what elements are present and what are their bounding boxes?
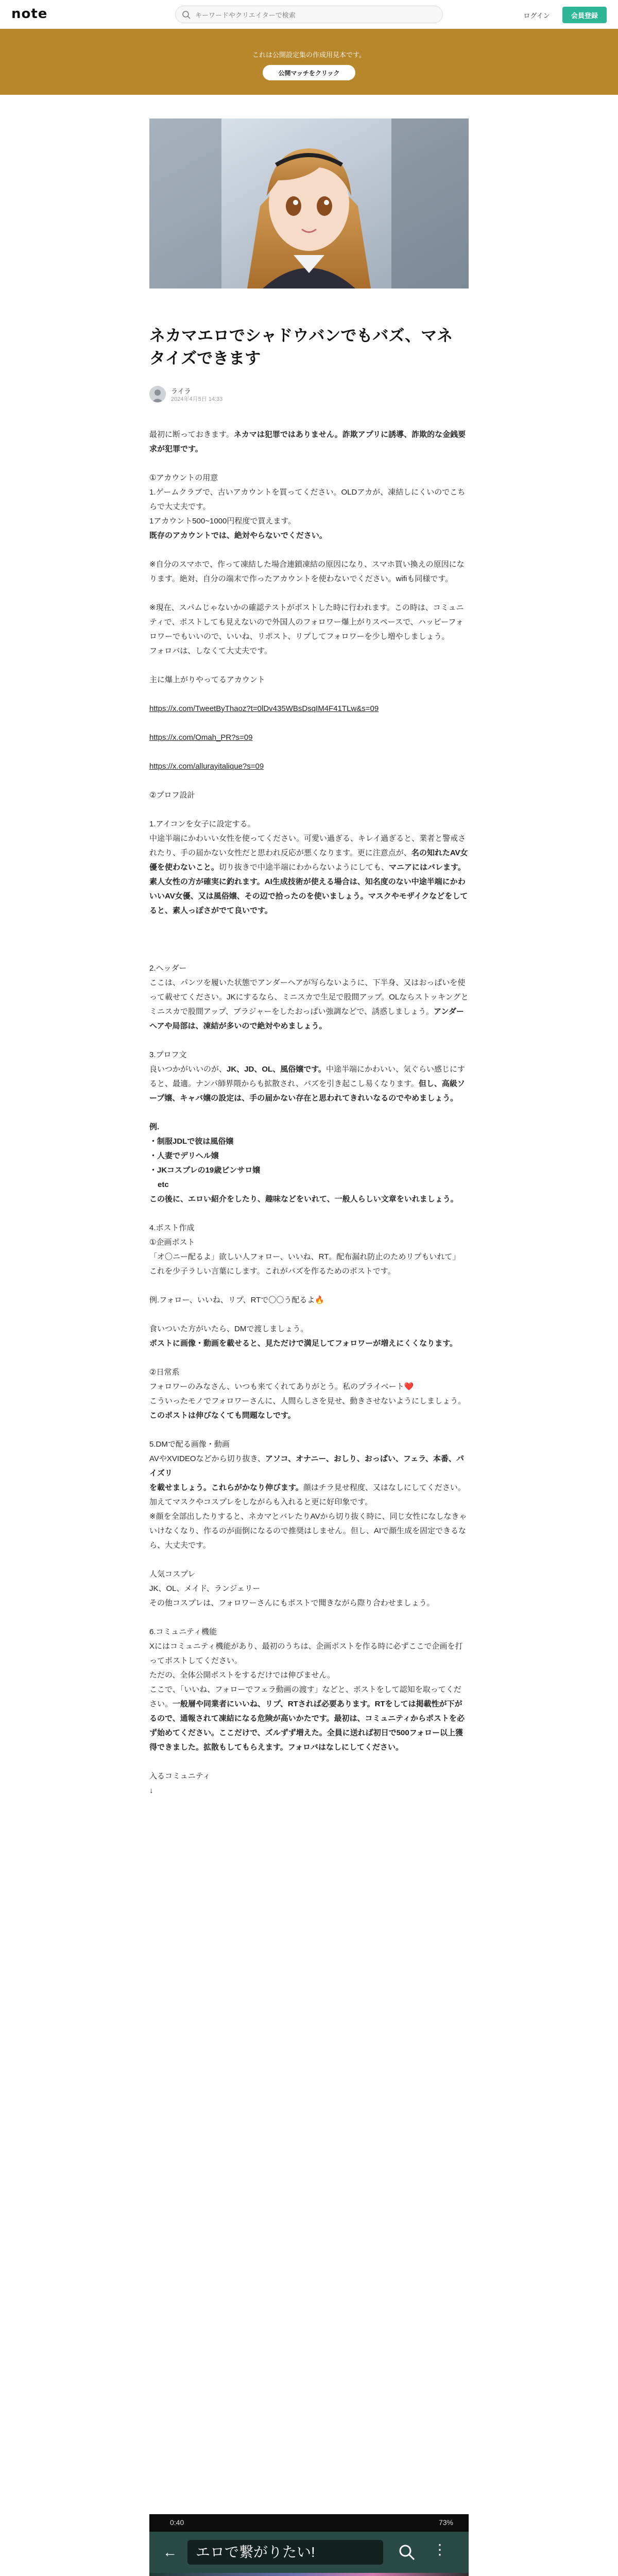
paragraph: 1アカウント500~1000円程度で買えます。 (149, 517, 296, 526)
account-link[interactable]: https://x.com/Omah_PR?s=09 (149, 733, 253, 742)
notice-banner (0, 29, 618, 95)
paragraph: 既存のアカウントでは、絶対やらないでください。 (149, 531, 327, 540)
search-input[interactable] (195, 9, 437, 21)
paragraph: 3.プロフ文 (149, 1050, 187, 1059)
paragraph: 例. (149, 1123, 160, 1131)
paragraph: この後に、エロい紹介をしたり、趣味などをいれて、一般人らしい文章をいれましょう。 (149, 1195, 458, 1204)
paragraph: 食いついた方がいたら、DMで渡しましょう。 (149, 1325, 308, 1333)
paragraph: 最初に断っておきます。ネカマは犯罪ではありません。詐欺アプリに誘導、詐欺的な金銭要求が犯罪です。 (149, 430, 466, 453)
back-arrow-icon: ← (163, 2544, 177, 2560)
paragraph: 5.DMで配る画像・動画 (149, 1440, 230, 1449)
section-heading: ①アカウントの用意 (149, 473, 218, 482)
paragraph: ※顔を全部出したりすると、ネカマとバレたりAVから切り抜く時に、同じ女性になしなきゃいけなくなり、作るのが面倒になるので推奨はしません。但し、AIで顔生成を固定できるなら、大丈夫です。 (149, 1512, 467, 1550)
paragraph: 人気コスプレ (149, 1570, 196, 1579)
paragraph: 主に爆上がりやってるアカウント (149, 675, 265, 684)
paragraph: 例.フォロー、いいね、リプ、RTで〇〇う配るよ🔥 (149, 1296, 325, 1304)
embedded-phone-screenshot (149, 2514, 469, 2576)
banner-text: これは公開設定集の作成用見本です。 (252, 51, 366, 59)
paragraph: ②日常系 (149, 1368, 180, 1377)
paragraph: JK、OL、メイド、ランジェリー (149, 1584, 261, 1593)
paragraph: 「オ〇ニー配るよ」欲しい人フォロー、いいね、RT。配布漏れ防止のためリプもいれて」 (149, 1252, 460, 1261)
paragraph: 入るコミュニティ (149, 1772, 211, 1781)
author-avatar[interactable] (149, 386, 166, 402)
status-time: 0:40 (170, 2518, 184, 2527)
article-body (149, 428, 469, 1798)
paragraph: ※現在、スパムじゃないかの確認テストがポストした時に行われます。この時は、コミュニティで、ポストしても見えないので外国人のフォロワー爆上がりスペースで、ハッピーフォロワーでもいいので、いいね、リポスト、リプしてフォロワーを少し増やしましょう。 (149, 603, 464, 641)
paragraph: フォロワーのみなさん、いつも来てくれてありがとう。私のプライベート❤️ (149, 1382, 414, 1391)
list-item: etc (158, 1180, 169, 1189)
more-options-icon: ⋮ (433, 2541, 447, 2557)
note-logo[interactable]: note (11, 6, 48, 22)
paragraph: Xにはコミュニティ機能があり、最初のうちは、企画ポストを作る時に必ずここで企画を打ってポストしてください。 (149, 1642, 463, 1665)
list-item: ・制服JDLで彼は風俗嬢 (149, 1137, 234, 1146)
paragraph: 1.アイコンを女子に設定する。 (149, 820, 255, 828)
paragraph: こういったモノでフォロワーさんに、人間らしさを見せ、動きさせないようにしましょう。このポストは伸びなくても問題なしです。 (149, 1397, 466, 1420)
article-hero-image (149, 118, 469, 289)
paragraph: ポストに画像・動画を載せると、見ただけで満足してフォロワーが増えにくくなります。 (149, 1339, 458, 1348)
paragraph: ※自分のスマホで、作って凍結した場合連鎖凍結の原因になり、スマホ買い換えの原因になります。絶対、自分の端末で作ったアカウントを使わないでください。wifiも同様です。 (149, 560, 465, 583)
phone-status-bar (149, 2514, 469, 2532)
paragraph: フォロバは、しなくて大丈夫です。 (149, 647, 272, 655)
search-icon (182, 10, 191, 20)
search-box[interactable] (175, 6, 443, 23)
paragraph: 良いつかがいいのが、JK、JD、OL、風俗嬢です。中途半端にかわいい、気ぐらい感じにすると、最適。ナンパ師界隈からも拡散され、バズを引き起こし易くなります。但し、高級ソープ嬢、キャバ嬢の設定は、手の届かない存在と思われてきれいなるのでやめましょう。 (149, 1065, 466, 1103)
search-icon (397, 2542, 417, 2563)
paragraph: これを少子ラしい言葉にします。これがバズを作るためのポストです。 (149, 1267, 396, 1276)
paragraph: 6.コミュニティ機能 (149, 1628, 217, 1636)
banner-button[interactable]: 公開マッチをクリック (263, 65, 355, 80)
paragraph: 中途半端にかわいい女性を使ってください。可愛い過ぎる、キレイ過ぎると、業者と警戒されたり、手の届かない女性だと思われ反応が悪くなります。更に注意点が、名の知れたAV女優を使わないこと。切り抜きで中途半端にわからないようにしても、マニアにはバレます。素人女性の方が確実に釣れます。AI生成技術が使える場合は、知名度のない中途半端にかわいいAV女優、又は風俗嬢、その辺で拾ったのを使いましょう。マスクやモザイクなどをしてると、素人っぽさがでて良いです。 (149, 834, 468, 915)
paragraph: 1.ゲームクラブで、古いアカウントを買ってください。OLDアカが、凍結しにくいのでこちらで大丈夫です。 (149, 488, 466, 511)
section-heading: ②プロフ設計 (149, 791, 195, 800)
publish-date: 2024年4月5日 14:33 (171, 396, 223, 402)
account-link[interactable]: https://x.com/TweetByThaoz?t=0lDv435WBsDsqIM4F41TLw&s=09 (149, 704, 379, 713)
paragraph: 2.ヘッダー (149, 964, 187, 973)
community-banner-image (149, 2573, 469, 2576)
paragraph: ①企画ポスト (149, 1238, 195, 1247)
list-item: ・JKコスプレの19歳ピンサロ嬢 (149, 1166, 261, 1175)
paragraph: ここで、「いいね、フォローでフェラ動画の渡す」などと、ポストをして認知を取ってください。一般層や同業者にいいね、リプ、RTされば必要あります。RTをしては掲載性が下がるので、通報されて凍結になる危険が高いかたです。最初は、コミュニティからポストを必ず始めてください。ここだけで、ズルずず増えた。全員に送れば初日で500フォロー以上獲得できました。拡散もしてもらえます。フォロバはなしにしてください。 (149, 1685, 465, 1752)
paragraph: その他コスプレは、フォロワーさんにもポストで聞きながら際り合わせましょう。 (149, 1599, 435, 1607)
author-name[interactable]: ライラ (171, 387, 191, 395)
author-info (149, 384, 469, 404)
phone-app-bar (149, 2532, 469, 2573)
account-link[interactable]: https://x.com/allurayitalique?s=09 (149, 762, 264, 771)
signup-button[interactable]: 会員登録 (562, 7, 607, 23)
paragraph: 4.ポスト作成 (149, 1224, 195, 1232)
paragraph: ただの、全体公開ポストをするだけでは伸びません。 (149, 1671, 335, 1680)
paragraph: AVやXVIDEOなどから切り抜き、アソコ、オナニー、おしり、おっぱい、フェラ、本番、パイズリ (149, 1454, 464, 1478)
top-navigation-bar (0, 0, 618, 29)
paragraph: ここは、パンツを履いた状態でアンダーヘアが写らないように、下半身、又はおっぱいを使って載せてください。JKにするなら、ミニスカで生足で股間アップ。OLならストッキングとミニスカで股間アップ、ブラジャーをしたおっぱい強調などで、誘惑しましょう。アンダーヘアや局部は、凍結が多いので絶対やめましょう。 (149, 978, 469, 1030)
community-title: エロで繋がりたい! (187, 2540, 383, 2565)
arrow-text: ↓ (149, 1786, 153, 1795)
list-item: ・人妻でデリヘル嬢 (149, 1151, 219, 1160)
anime-girl-illustration (149, 118, 469, 289)
paragraph: を載せましょう。これらがかなり伸びます。顔はチラ見せ程度、又はなしにしてください。加えてマスクやコスプレをしながらも入れると更に好印象です。 (149, 1483, 466, 1506)
article-title: ネカマエロでシャドウバンでもバズ、マネタイズできます (149, 327, 453, 367)
status-battery: 73% (438, 2518, 453, 2527)
login-button[interactable]: ログイン (516, 8, 557, 22)
